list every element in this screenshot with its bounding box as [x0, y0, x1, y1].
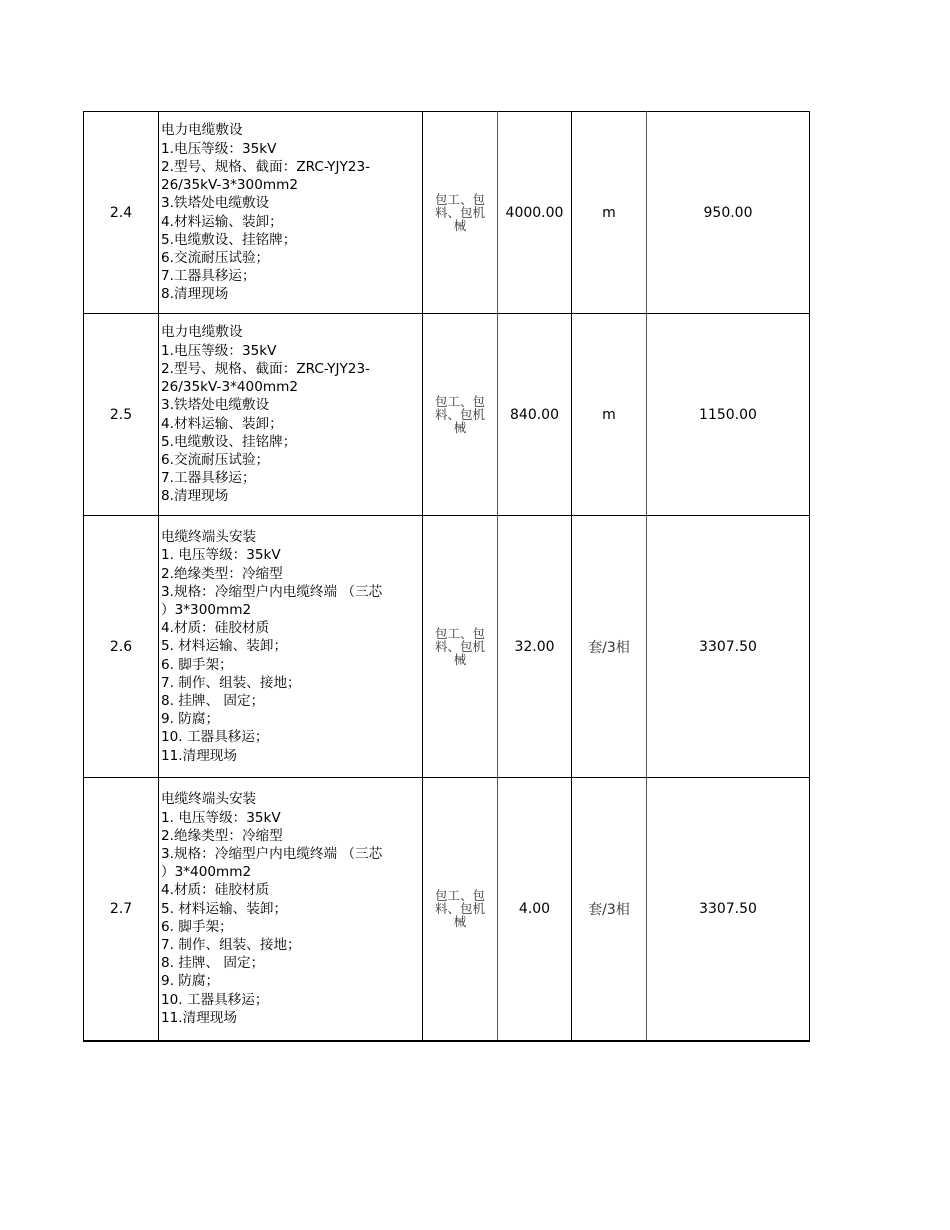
contract-mode-line: 料、包机	[434, 407, 485, 422]
description-line: 8.清理现场	[161, 488, 229, 505]
description-line: 7. 制作、组装、接地；	[161, 937, 301, 954]
contract-mode-line: 械	[453, 218, 467, 233]
description-line: 4.材料运输、装卸；	[161, 213, 283, 230]
description-line: 3.铁塔处电缆敷设	[161, 195, 270, 212]
unit-price-cell: 950.00	[647, 112, 810, 314]
contract-mode-line: 械	[453, 914, 467, 930]
table-row	[84, 516, 810, 778]
description-line: 9. 防腐；	[161, 973, 220, 990]
unit-cell: 套/3相	[572, 516, 647, 778]
description-line: 2.型号、规格、截面：ZRC-YJY23-	[161, 158, 370, 175]
description-line: 1.电压等级：35kV	[161, 342, 277, 359]
contract-mode-line: 料、包机	[434, 901, 485, 917]
description-line: 6.交流耐压试验；	[161, 249, 270, 266]
item-number-cell: 2.6	[84, 516, 159, 778]
table-row	[84, 112, 810, 314]
description-line: 10. 工器具移运；	[161, 991, 269, 1008]
description-line: 2.绝缘类型：冷缩型	[161, 827, 283, 844]
description-line: 8. 挂牌、 固定；	[161, 955, 265, 972]
description-line: 1. 电压等级：35kV	[161, 809, 281, 826]
description-line: 3.规格：冷缩型户内电缆终端 （三芯	[161, 846, 383, 863]
unit-cell: 套/3相	[572, 778, 647, 1041]
description-line: 26/35kV-3*400mm2	[161, 379, 298, 396]
description-line: 6. 脚手架；	[161, 918, 233, 935]
item-description-cell	[159, 778, 423, 1041]
description-line: ）3*300mm2	[161, 601, 252, 618]
quantity-cell: 4.00	[498, 778, 572, 1041]
contract-mode-cell	[423, 112, 498, 314]
description-line: 6.交流耐压试验；	[161, 451, 270, 468]
description-line: 电缆终端头安装	[161, 791, 257, 808]
table-row	[84, 314, 810, 516]
description-line: 10. 工器具移运；	[161, 729, 269, 746]
quantity-cell: 4000.00	[498, 112, 572, 314]
description-line: 4.材质：硅胶材质	[161, 882, 270, 899]
quantity-cell: 32.00	[498, 516, 572, 778]
description-line: 7.工器具移运；	[161, 268, 256, 285]
unit-price-cell: 3307.50	[647, 516, 810, 778]
contract-mode-cell	[423, 314, 498, 516]
description-line: 7. 制作、组装、接地；	[161, 674, 301, 691]
item-number-cell: 2.7	[84, 778, 159, 1041]
description-line: 11.清理现场	[161, 1009, 237, 1026]
description-line: 1. 电压等级：35kV	[161, 547, 281, 564]
description-line: 8.清理现场	[161, 286, 229, 303]
description-line: 8. 挂牌、 固定；	[161, 693, 265, 709]
description-line: 1.电压等级：35kV	[161, 140, 277, 157]
table-row	[84, 778, 810, 1041]
contract-mode-line: 械	[453, 420, 467, 435]
description-line: 电力电缆敷设	[161, 122, 243, 139]
item-number-cell: 2.4	[84, 112, 159, 314]
unit-cell: m	[572, 314, 647, 516]
description-line: 4.材质：硅胶材质	[161, 620, 270, 637]
description-line: 电缆终端头安装	[161, 529, 257, 546]
description-line: 5. 材料运输、装卸；	[161, 900, 288, 917]
contract-mode-cell	[423, 778, 498, 1041]
unit-price-cell: 3307.50	[647, 778, 810, 1041]
description-line: 3.规格：冷缩型户内电缆终端 （三芯	[161, 583, 383, 600]
description-line: 电力电缆敷设	[161, 324, 243, 341]
contract-mode-line: 包工、包	[434, 626, 485, 641]
contract-mode-line: 料、包机	[434, 205, 485, 220]
contract-mode-line: 包工、包	[434, 888, 485, 904]
item-description-cell	[159, 314, 423, 516]
contract-mode-line: 包工、包	[434, 192, 485, 207]
quantity-cell: 840.00	[498, 314, 572, 516]
contract-mode-cell	[423, 516, 498, 778]
description-line: 2.型号、规格、截面：ZRC-YJY23-	[161, 360, 370, 377]
contract-mode-line: 械	[453, 652, 467, 667]
item-description-cell	[159, 112, 423, 314]
description-line: 2.绝缘类型：冷缩型	[161, 565, 283, 582]
description-line: 5.电缆敷设、挂铭牌；	[161, 231, 297, 248]
description-line: 9. 防腐；	[161, 711, 220, 728]
description-line: 7.工器具移运；	[161, 470, 256, 487]
description-line: 11.清理现场	[161, 747, 237, 764]
description-line: 5.电缆敷设、挂铭牌；	[161, 433, 297, 450]
item-description-cell	[159, 516, 423, 778]
description-line: 5. 材料运输、装卸；	[161, 638, 288, 655]
contract-mode-line: 包工、包	[434, 394, 485, 409]
item-number-cell: 2.5	[84, 314, 159, 516]
description-line: 3.铁塔处电缆敷设	[161, 397, 270, 414]
bill-of-quantities-table	[83, 111, 810, 1042]
unit-cell: m	[572, 112, 647, 314]
description-line: 26/35kV-3*300mm2	[161, 177, 298, 194]
unit-price-cell: 1150.00	[647, 314, 810, 516]
contract-mode-line: 料、包机	[434, 639, 485, 654]
description-line: 4.材料运输、装卸；	[161, 415, 283, 432]
description-line: ）3*400mm2	[161, 864, 252, 881]
description-line: 6. 脚手架；	[161, 656, 233, 673]
